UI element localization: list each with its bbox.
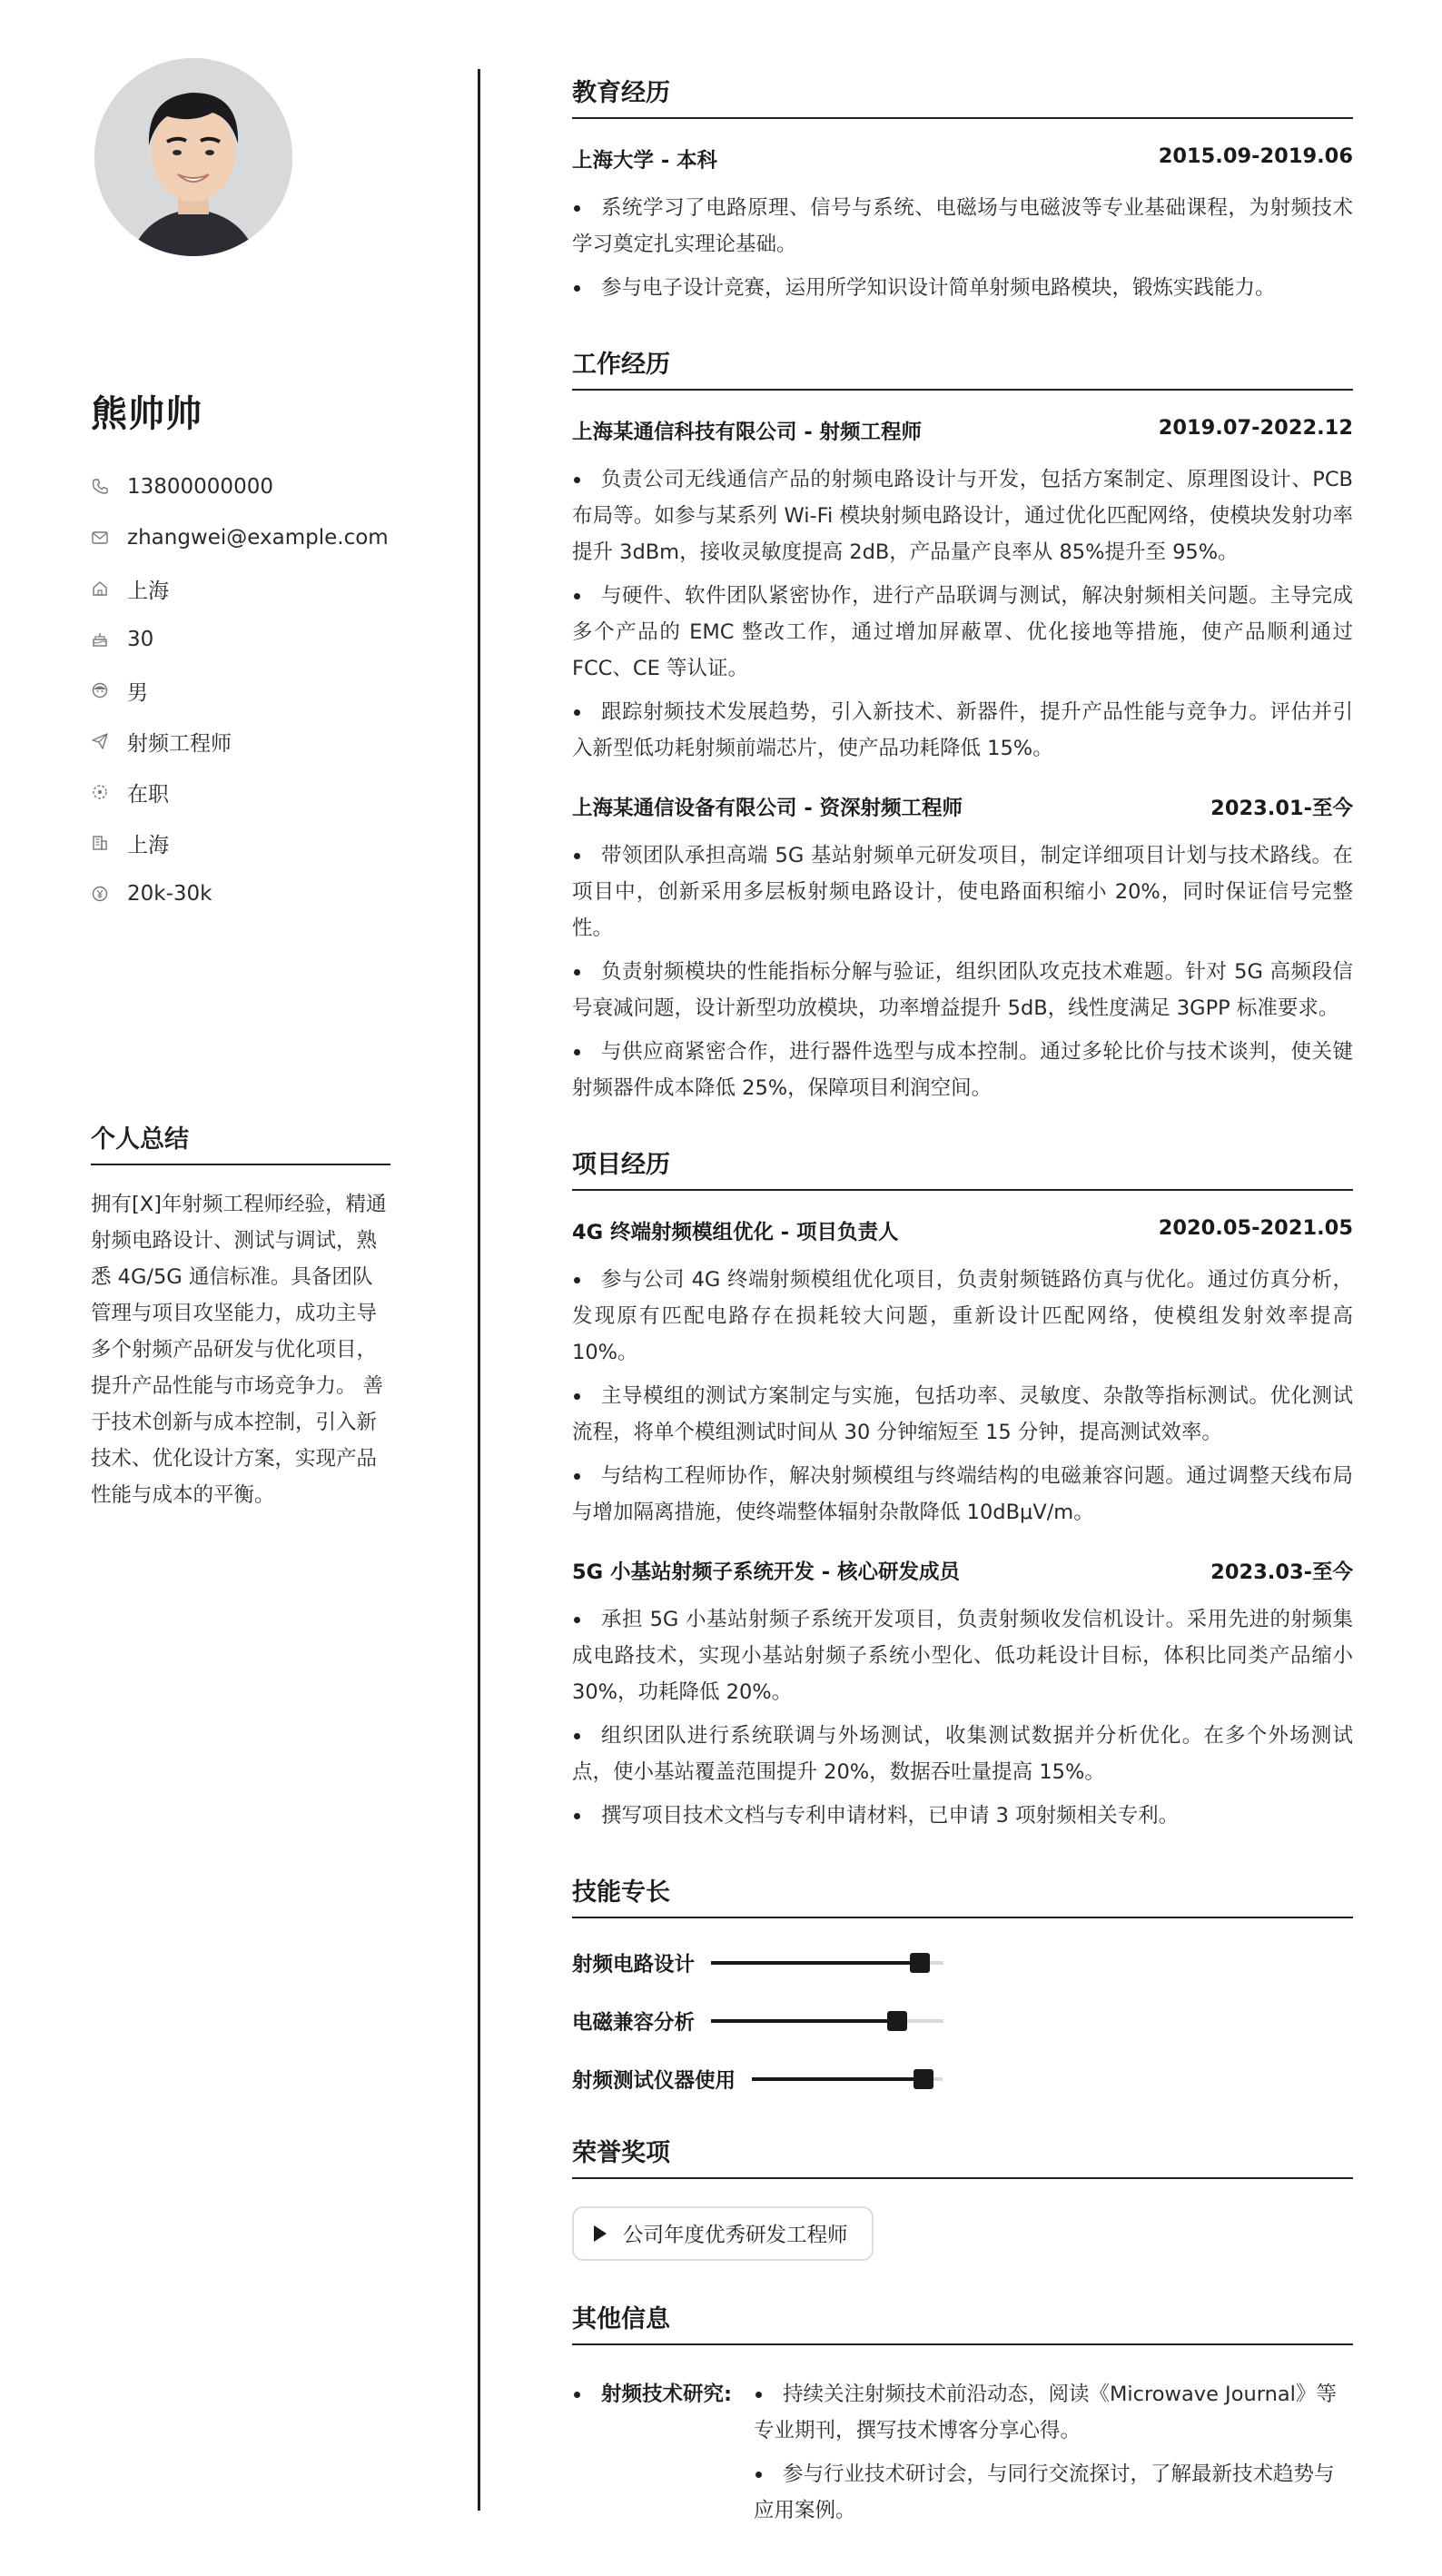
phone-text: 13800000000: [127, 475, 273, 499]
skill-item: [572, 2064, 972, 2095]
skills-list: [572, 1947, 1353, 2095]
projects-section: [572, 1144, 1353, 1834]
list-item: 参与行业技术研讨会，与同行交流探讨，了解最新技术趋势与应用案例。: [754, 2456, 1353, 2529]
position-text: 射频工程师: [127, 731, 232, 756]
other-row: [572, 2376, 1353, 2536]
info-position: [91, 716, 389, 767]
info-salary: [91, 868, 389, 919]
building-icon: [91, 834, 109, 852]
work-bullets: [572, 461, 1353, 767]
info-status: [91, 767, 389, 817]
list-item: 与硬件、软件团队紧密协作，进行产品联调与测试，解决射频相关问题。主导完成多个产品的 EMC 整改工作，通过增加屏蔽罩、优化接地等措施，使产品顺利通过 FCC、CE 等认证。: [572, 578, 1353, 687]
list-item: 与供应商紧密合作，进行器件选型与成本控制。通过多轮比价与技术谈判，使关键射频器件成本降低 25%，保障项目利润空间。: [572, 1034, 1353, 1106]
list-item: 系统学习了电路原理、信号与系统、电磁场与电磁波等专业基础课程，为射频技术学习奠定扎实理论基础。: [572, 190, 1353, 263]
entry-date: 2019.07-2022.12: [1158, 416, 1353, 440]
project-entry-head: [572, 1556, 1353, 1585]
entry-date: 2023.03-至今: [1210, 1560, 1353, 1584]
entry-heading: 上海某通信设备有限公司 - 资深射频工程师: [572, 797, 963, 820]
skill-label: 射频测试仪器使用: [572, 2069, 736, 2093]
location-text: 上海: [127, 579, 169, 603]
projects-title: 项目经历: [572, 1144, 1353, 1191]
education-bullets: [572, 190, 1353, 306]
main-content: [572, 73, 1353, 2536]
other-label: 射频技术研究:: [572, 2376, 754, 2536]
education-entry-head: [572, 144, 1353, 173]
skills-section: [572, 1872, 1353, 2095]
skill-bar-fill: [711, 2019, 897, 2023]
skill-item: [572, 2006, 972, 2036]
age-text: 30: [127, 628, 154, 651]
award-item-button[interactable]: [572, 2206, 874, 2261]
avatar-portrait: [94, 58, 292, 256]
list-item: 组织团队进行系统联调与外场测试，收集测试数据并分析优化。在多个外场测试点，使小基站覆盖范围提升 20%，数据吞吐量提高 15%。: [572, 1718, 1353, 1790]
other-section: [572, 2299, 1353, 2536]
list-item: 参与电子设计竞赛，运用所学知识设计简单射频电路模块，锻炼实践能力。: [572, 270, 1353, 306]
email-text: zhangwei@example.com: [127, 526, 389, 550]
status-text: 在职: [127, 782, 169, 807]
phone-icon: [91, 478, 109, 496]
list-item: 与结构工程师协作，解决射频模组与终端结构的电磁兼容问题。通过调整天线布局与增加隔离措施，使终端整体辐射杂散降低 10dBμV/m。: [572, 1458, 1353, 1531]
summary-text: 拥有[X]年射频工程师经验，精通射频电路设计、测试与调试，熟悉 4G/5G 通信标准。具备团队管理与项目攻坚能力，成功主导多个射频产品研发与优化项目，提升产品性能与市场竞争力。 善于技术创新与成本控制，引入新技术、优化设计方案，实现产品性能与成本的平衡。: [91, 1193, 387, 1507]
work-city-text: 上海: [127, 833, 169, 857]
summary-title: 个人总结: [91, 1119, 390, 1165]
profile-name: 熊帅帅: [91, 393, 202, 435]
list-item: 参与公司 4G 终端射频模组优化项目，负责射频链路仿真与优化。通过仿真分析，发现原有匹配电路存在损耗较大问题，重新设计匹配网络，使模组发射效率提高 10%。: [572, 1262, 1353, 1371]
skill-bar-handle: [910, 1953, 930, 1973]
info-gender: [91, 665, 389, 716]
entry-date: 2023.01-至今: [1210, 797, 1353, 820]
education-section: [572, 73, 1353, 306]
awards-title: 荣誉奖项: [572, 2133, 1353, 2179]
mail-icon: [91, 529, 109, 547]
list-item: 负责射频模块的性能指标分解与验证，组织团队攻克技术难题。针对 5G 高频段信号衰减问题，设计新型功放模块，功率增益提升 5dB，线性度满足 3GPP 标准要求。: [572, 954, 1353, 1026]
home-icon: [91, 580, 109, 598]
skill-bar-handle: [914, 2069, 933, 2089]
other-bullets: [754, 2376, 1353, 2536]
cake-icon: [91, 630, 109, 649]
awards-section: [572, 2133, 1353, 2261]
entry-heading: 4G 终端射频模组优化 - 项目负责人: [572, 1221, 899, 1244]
list-item: 负责公司无线通信产品的射频电路设计与开发，包括方案制定、原理图设计、PCB 布局等。如参与某系列 Wi-Fi 模块射频电路设计，通过优化匹配网络，使模块发射功率提升 3dBm，接收灵敏度提高 2dB，产品量产良率从 85%提升至 95%。: [572, 461, 1353, 570]
entry-heading: 上海某通信科技有限公司 - 射频工程师: [572, 421, 923, 444]
entry-heading: 5G 小基站射频子系统开发 - 核心研发成员: [572, 1560, 960, 1584]
sidebar: [0, 0, 472, 2576]
skill-label: 射频电路设计: [572, 1953, 696, 1977]
info-location: [91, 563, 389, 614]
skill-bar-fill: [711, 1961, 920, 1965]
skill-bar-fill: [752, 2077, 923, 2081]
list-item: 带领团队承担高端 5G 基站射频单元研发项目，制定详细项目计划与技术路线。在项目中，创新采用多层板射频电路设计，使电路面积缩小 20%，同时保证信号完整性。: [572, 837, 1353, 946]
project-bullets: [572, 1262, 1353, 1531]
info-work-city: [91, 817, 389, 868]
list-item: 跟踪射频技术发展趋势，引入新技术、新器件，提升产品性能与竞争力。评估并引入新型低功耗射频前端芯片，使产品功耗降低 15%。: [572, 694, 1353, 767]
list-item: 撰写项目技术文档与专利申请材料，已申请 3 项射频相关专利。: [572, 1798, 1353, 1834]
project-bullets: [572, 1601, 1353, 1834]
info-phone: [91, 461, 389, 512]
work-entry-head: [572, 416, 1353, 445]
skill-label: 电磁兼容分析: [572, 2011, 696, 2035]
list-item: 持续关注射频技术前沿动态，阅读《Microwave Journal》等专业期刊，撰写技术博客分享心得。: [754, 2376, 1353, 2449]
list-item: 主导模组的测试方案制定与实施，包括功率、灵敏度、杂散等指标测试。优化测试流程，将单个模组测试时间从 30 分钟缩短至 15 分钟，提高测试效率。: [572, 1378, 1353, 1451]
play-icon: [594, 2225, 607, 2242]
skill-item: [572, 1947, 972, 1978]
skills-title: 技能专长: [572, 1872, 1353, 1918]
entry-date: 2015.09-2019.06: [1158, 144, 1353, 168]
gender-text: 男: [127, 680, 148, 705]
list-item: 承担 5G 小基站射频子系统开发项目，负责射频收发信机设计。采用先进的射频集成电路技术，实现小基站射频子系统小型化、低功耗设计目标，体积比同类产品缩小 30%，功耗降低 20%。: [572, 1601, 1353, 1710]
avatar: [94, 58, 292, 256]
skill-bar: [711, 2019, 943, 2023]
work-entry-head: [572, 792, 1353, 821]
column-divider: [478, 69, 480, 2511]
gender-icon: [91, 681, 109, 699]
award-label: 公司年度优秀研发工程师: [623, 2224, 848, 2246]
info-age: [91, 614, 389, 665]
skill-bar-handle: [887, 2011, 907, 2031]
work-section: [572, 344, 1353, 1106]
education-title: 教育经历: [572, 73, 1353, 119]
skill-bar: [711, 1961, 943, 1965]
salary-text: 20k-30k: [127, 882, 212, 906]
salary-icon: [91, 885, 109, 903]
skill-bar: [752, 2077, 943, 2081]
project-entry-head: [572, 1216, 1353, 1245]
other-content: [572, 2376, 1353, 2536]
status-icon: [91, 783, 109, 801]
info-email: [91, 512, 389, 563]
contact-info-list: [91, 461, 389, 919]
send-icon: [91, 732, 109, 750]
entry-date: 2020.05-2021.05: [1158, 1216, 1353, 1240]
other-title: 其他信息: [572, 2299, 1353, 2345]
entry-heading: 上海大学 - 本科: [572, 149, 718, 173]
work-title: 工作经历: [572, 344, 1353, 391]
work-bullets: [572, 837, 1353, 1106]
